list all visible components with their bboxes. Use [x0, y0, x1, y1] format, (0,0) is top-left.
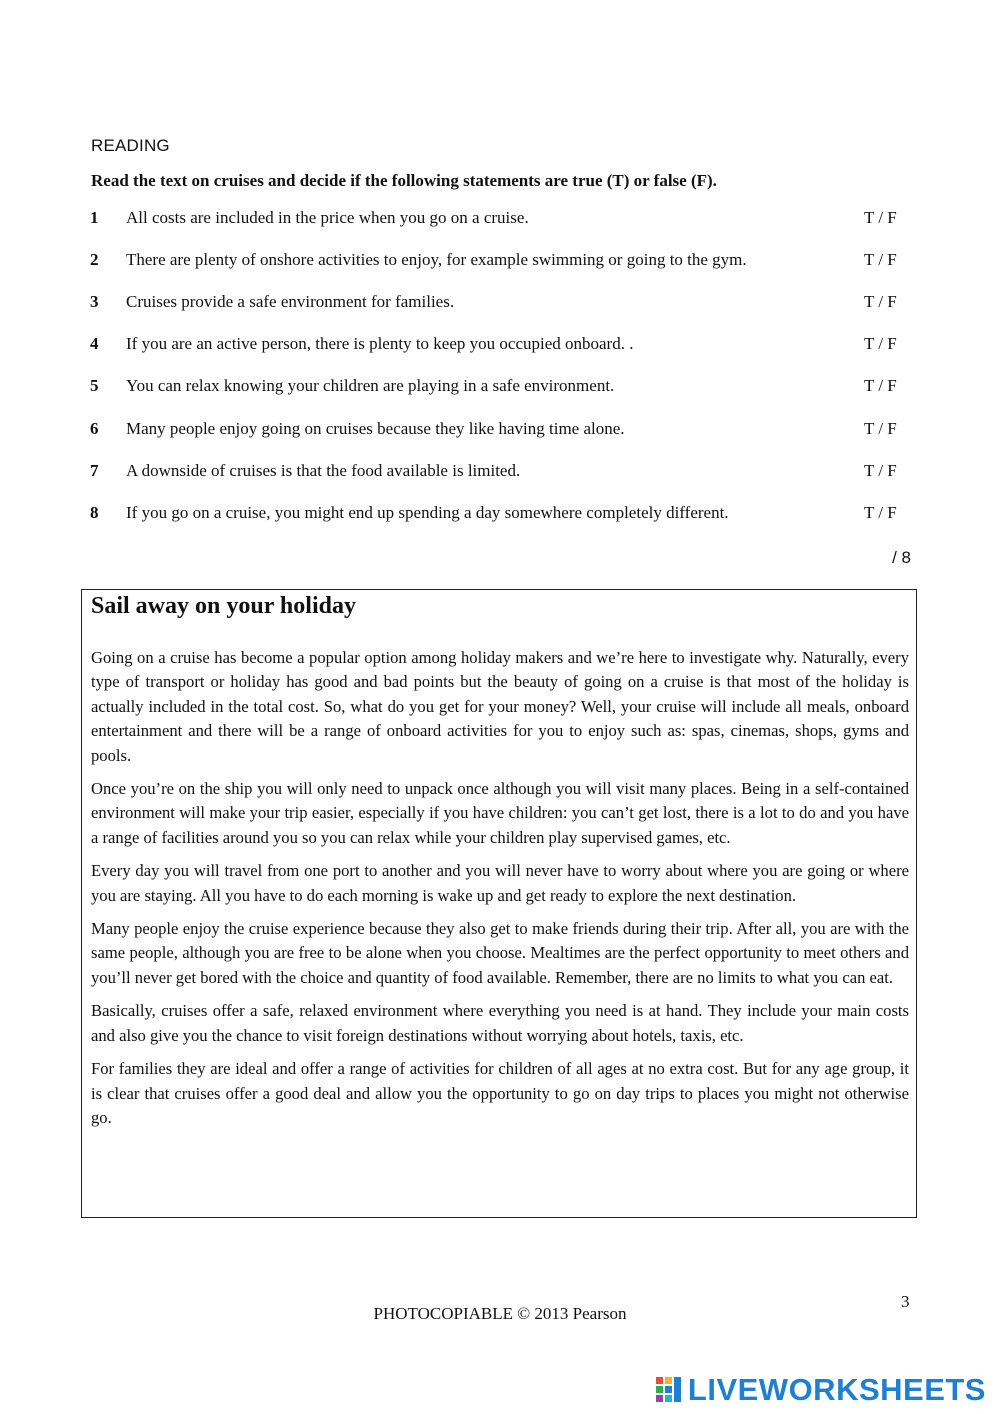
question-row [0, 292, 1000, 320]
question-number: 2 [90, 250, 99, 269]
question-row [0, 503, 1000, 531]
true-false-options[interactable]: T / F [864, 419, 897, 438]
question-text: Many people enjoy going on cruises because they like having time alone. [126, 419, 625, 438]
true-false-options[interactable]: T / F [864, 250, 897, 269]
page-number: 3 [901, 1292, 910, 1311]
question-number: 6 [90, 419, 99, 438]
question-text: Cruises provide a safe environment for families. [126, 292, 455, 311]
article-box [81, 589, 917, 1218]
article-paragraph: For families they are ideal and offer a range of activities for children of all ages at no extra cost. But for any age group, it is clear that cruises offer a good deal and allow you the opportunity to go on day trips to places you might not otherwise go. [91, 1059, 909, 1127]
instructions: Read the text on cruises and decide if the following statements are true (T) or false (F). [91, 171, 717, 190]
question-number: 3 [90, 292, 99, 311]
article-title: Sail away on your holiday [91, 593, 356, 619]
true-false-options[interactable]: T / F [864, 334, 897, 353]
question-row [0, 250, 1000, 278]
question-row [0, 334, 1000, 362]
true-false-options[interactable]: T / F [864, 292, 897, 311]
question-row [0, 208, 1000, 236]
question-text: All costs are included in the price when you go on a cruise. [126, 208, 529, 227]
true-false-options[interactable]: T / F [864, 208, 897, 227]
question-row [0, 376, 1000, 404]
liveworksheets-logo-icon [656, 1375, 682, 1405]
question-text: You can relax knowing your children are playing in a safe environment. [126, 376, 615, 395]
question-number: 8 [90, 503, 99, 522]
question-text: A downside of cruises is that the food available is limited. [126, 461, 521, 480]
true-false-options[interactable]: T / F [864, 461, 897, 480]
copyright-footer: PHOTOCOPIABLE © 2013 Pearson [373, 1304, 627, 1323]
question-text: If you go on a cruise, you might end up spending a day somewhere completely different. [126, 503, 729, 522]
question-number: 1 [90, 208, 99, 227]
true-false-options[interactable]: T / F [864, 376, 897, 395]
liveworksheets-brand[interactable] [656, 1372, 986, 1408]
article-paragraph: Basically, cruises offer a safe, relaxed environment where everything you need is at hand. They include your main costs and also give you the chance to visit foreign destinations without worrying about hotels, taxis, etc. [91, 1001, 909, 1045]
question-row [0, 419, 1000, 447]
article-paragraph: Every day you will travel from one port to another and you will never have to worry about where you are going or where you are staying. All you have to do each morning is wake up and get ready to explore the next destination. [91, 861, 909, 905]
article-body [91, 646, 909, 1139]
article-paragraph: Going on a cruise has become a popular option among holiday makers and we’re here to investigate why. Naturally, every type of transport or holiday has good and bad points but the beauty of going on a cruise is that most of the holiday is actually included in the total cost. So, what do you get for your money? Well, your cruise will include all meals, onboard entertainment and there will be a range of onboard activities for you to enjoy such as: spas, cinemas, shops, gyms and pools. [91, 648, 909, 765]
question-row [0, 461, 1000, 489]
article-paragraph: Many people enjoy the cruise experience because they also get to make friends during their trip. After all, you are with the same people, although you are free to be alone when you choose. Mealtimes are the perfect opportunity to meet others and you’ll never get bored with the choice and quantity of food available. Remember, there are no limits to what you can eat. [91, 919, 909, 987]
section-label: READING [91, 136, 170, 155]
true-false-options[interactable]: T / F [864, 503, 897, 522]
question-text: If you are an active person, there is plenty to keep you occupied onboard. . [126, 334, 634, 353]
brand-name: LIVEWORKSHEETS [687, 1372, 986, 1407]
question-number: 7 [90, 461, 99, 480]
article-paragraph: Once you’re on the ship you will only need to unpack once although you will visit many places. Being in a self-contained environment will make your trip easier, especially if you have children: you can’t get lost, there is a lot to do and you have a range of facilities around you so you can relax while your children play supervised games, etc. [91, 779, 909, 847]
score-total: / 8 [892, 548, 911, 567]
question-number: 4 [90, 334, 99, 353]
question-text: There are plenty of onshore activities to enjoy, for example swimming or going to the gym. [126, 250, 747, 269]
question-number: 5 [90, 376, 99, 395]
